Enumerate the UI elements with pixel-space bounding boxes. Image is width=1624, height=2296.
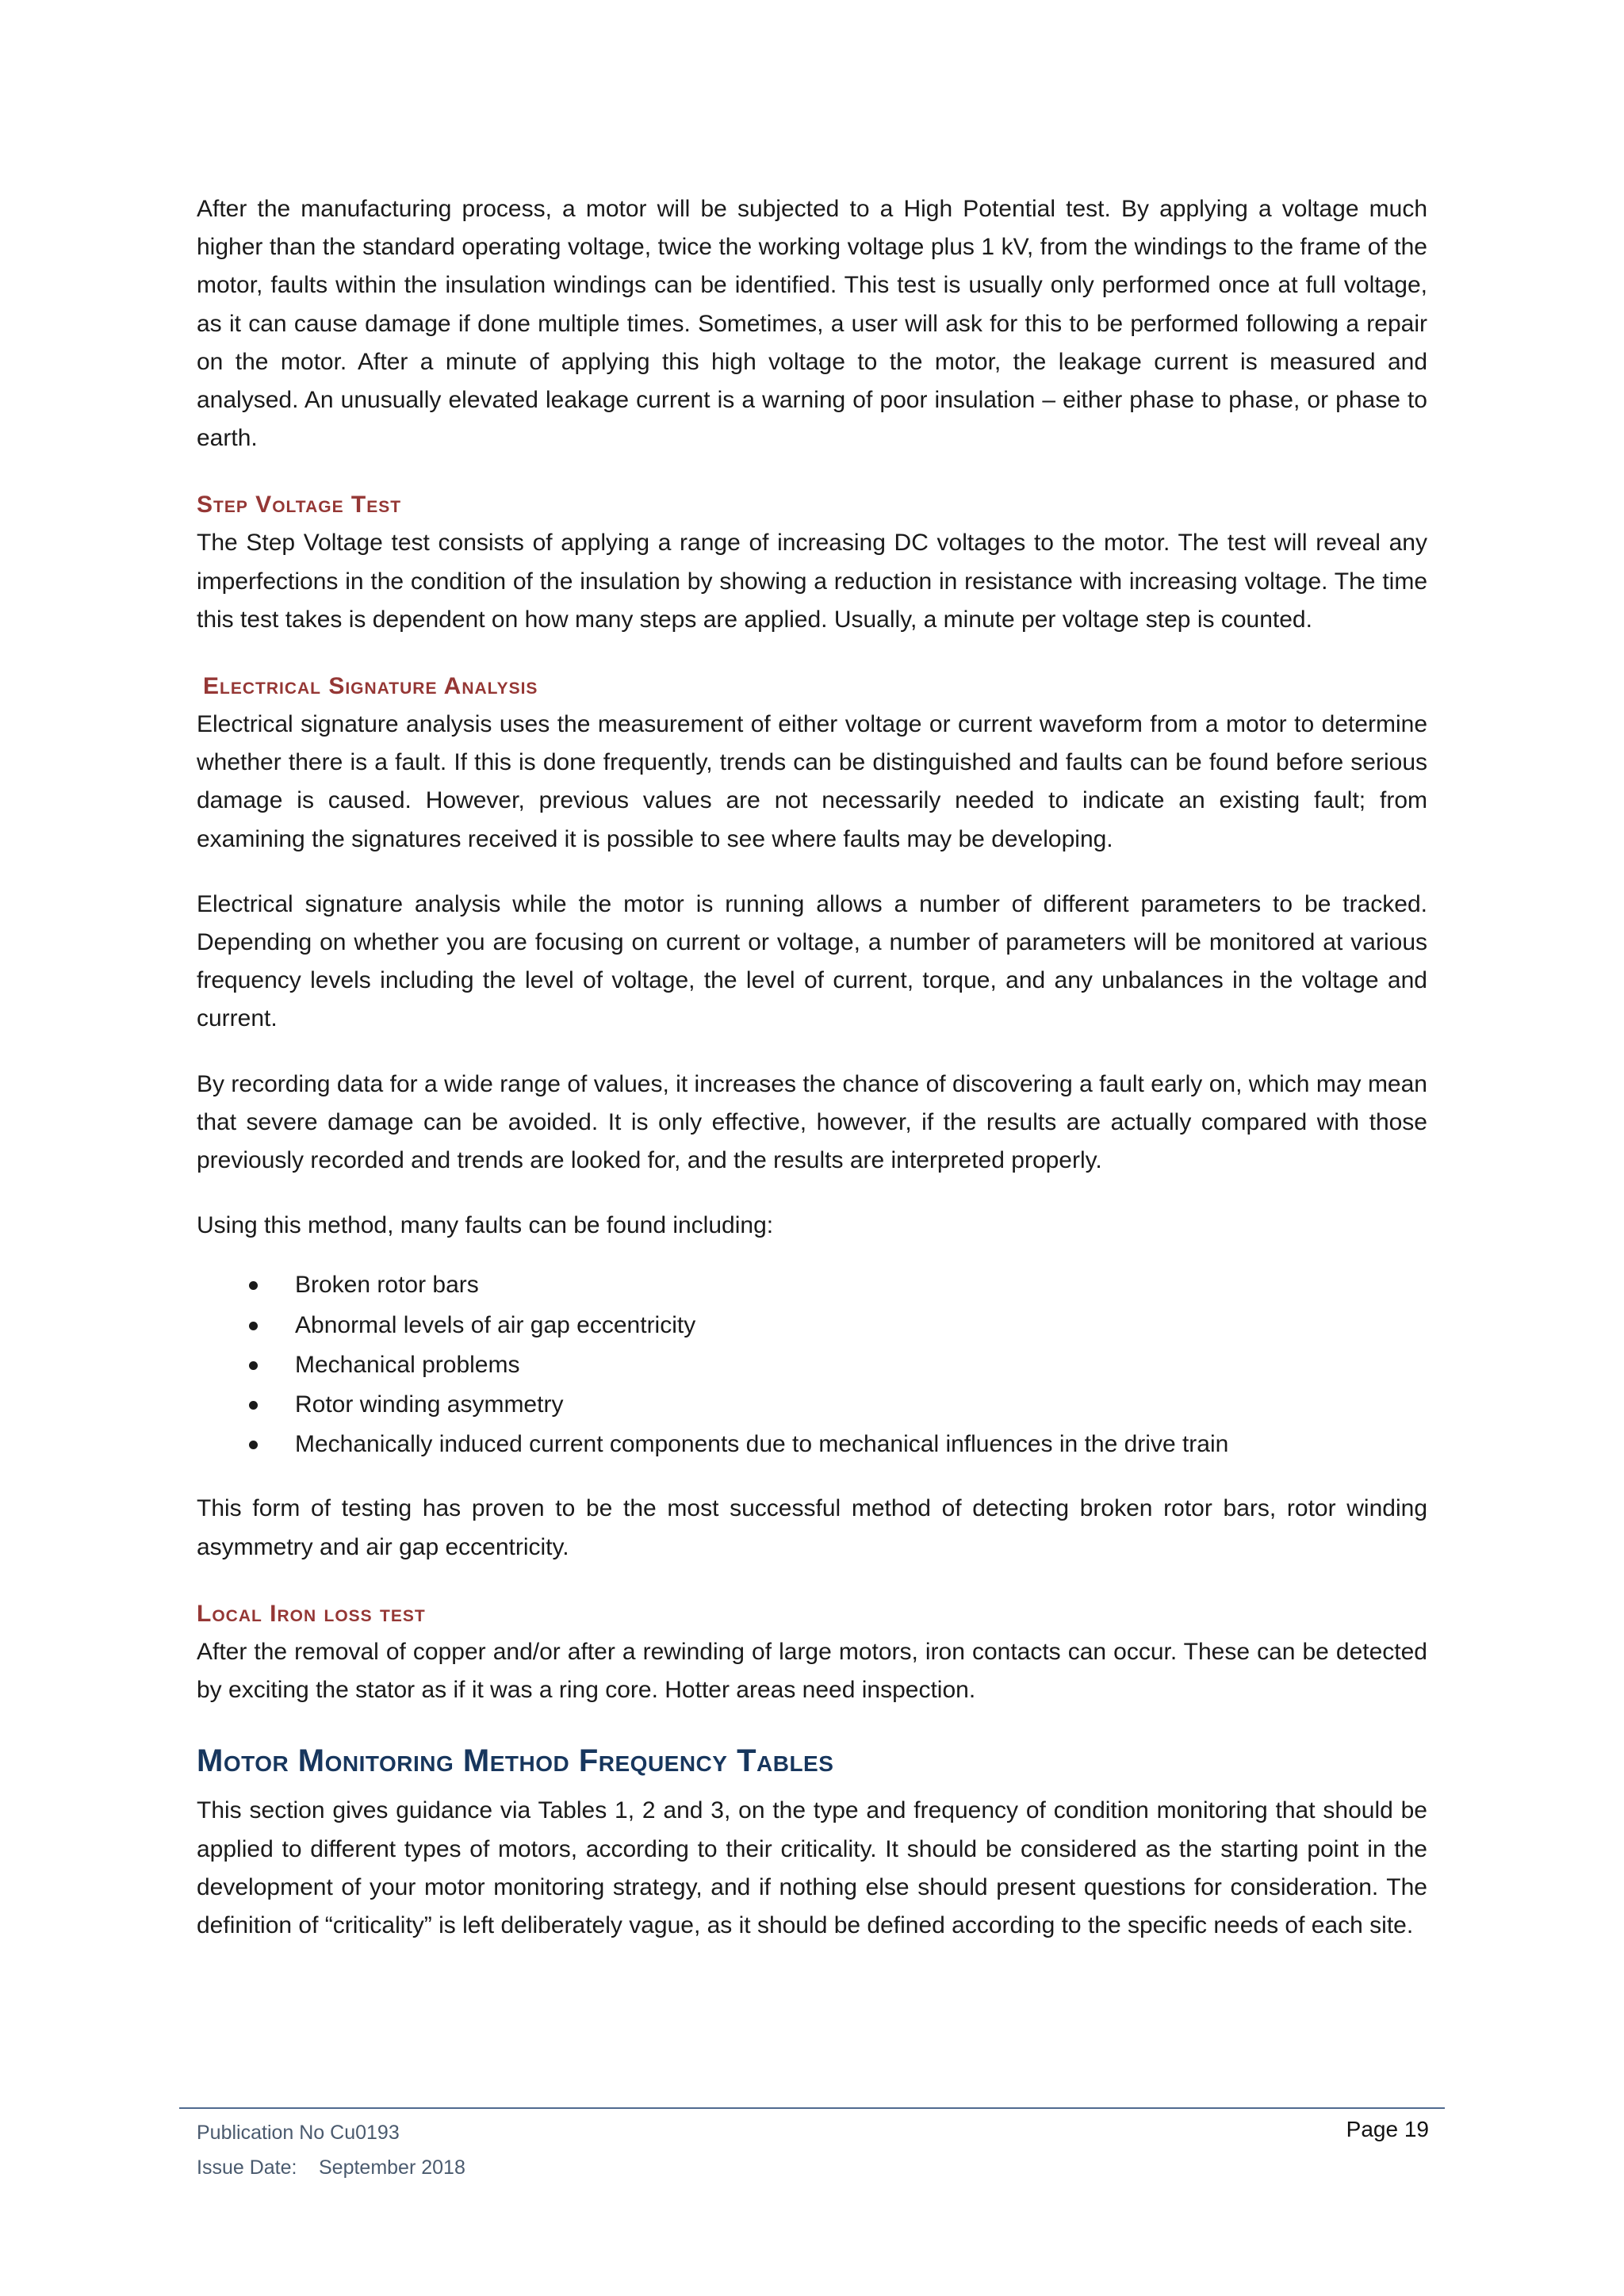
list-item bbox=[197, 1265, 1427, 1305]
list-item bbox=[197, 1306, 1427, 1345]
list-item-text: Abnormal levels of air gap eccentricity bbox=[295, 1311, 696, 1338]
bullet-icon bbox=[249, 1441, 258, 1449]
footer-publication-info bbox=[197, 2115, 465, 2185]
step-voltage-paragraph: The Step Voltage test consists of applying a range of increasing DC voltages to the motor. The test will reveal any imperfections in the condition of the insulation by showing a reduction in resistance with increasing voltage. The time this test takes is dependent on how many steps are applied. Usually, a minute per voltage step is counted. bbox=[197, 530, 1427, 633]
issue-date-line bbox=[197, 2150, 465, 2185]
bullet-icon bbox=[249, 1322, 258, 1330]
tables-intro-paragraph: This section gives guidance via Tables 1, 2 and 3, on the type and frequency of condition monitoring that should be applied to different types of motors, according to their criticality. It should be considered as the starting point in the development of your motor monitoring strategy, and if nothing else should present questions for consideration. The definition of “criticality” is left deliberately vague, as it should be defined according to the specific needs of each site. bbox=[197, 1797, 1427, 1938]
esa-paragraph-3: By recording data for a wide range of values, it increases the chance of discovering a fault early on, which may mean that severe damage can be avoided. It is only effective, however, if the results are actually compared with those previously recorded and trends are looked for, and the results are interpreted properly. bbox=[197, 1070, 1427, 1174]
bullet-icon bbox=[249, 1361, 258, 1370]
list-item-text: Mechanical problems bbox=[295, 1351, 520, 1378]
list-item-text: Mechanically induced current components due to mechanical influences in the drive train bbox=[295, 1431, 1229, 1458]
esa-paragraph-1: Electrical signature analysis uses the measurement of either voltage or current waveform from a motor to determine whether there is a fault. If this is done frequently, trends can be distinguished and faults can be found before serious damage is caused. However, previous values are not necessarily needed to indicate an existing fault; from examining the signatures received it is possible to see where faults may be developing. bbox=[197, 711, 1427, 852]
page-number: Page 19 bbox=[1346, 2117, 1429, 2141]
fault-list bbox=[197, 1265, 1427, 1464]
step-voltage-heading: Step Voltage Test bbox=[197, 492, 402, 519]
esa-paragraph-2: Electrical signature analysis while the motor is running allows a number of different parameters to be tracked. Depending on whether you are focusing on current or voltage, a number of parameters will be monitored at various frequency levels including the level of voltage, the level of current, torque, and any unbalances in the voltage and current. bbox=[197, 890, 1427, 1032]
bullet-icon bbox=[249, 1401, 258, 1410]
page-content bbox=[197, 190, 1427, 1973]
footer-divider bbox=[179, 2107, 1445, 2109]
local-iron-paragraph: After the removal of copper and/or after a rewinding of large motors, iron contacts can occur. These can be detected by exciting the stator as if it was a ring core. Hotter areas need inspection. bbox=[197, 1638, 1427, 1704]
list-item bbox=[197, 1345, 1427, 1385]
issue-date-label: Issue Date: bbox=[197, 2156, 297, 2179]
list-item bbox=[197, 1385, 1427, 1425]
esa-paragraph-5: This form of testing has proven to be the most successful method of detecting broken rotor bars, rotor winding asymmetry and air gap eccentricity. bbox=[197, 1495, 1427, 1560]
list-item-text: Rotor winding asymmetry bbox=[295, 1391, 564, 1418]
esa-heading: Electrical Signature Analysis bbox=[203, 673, 538, 700]
tables-section-heading: Motor Monitoring Method Frequency Tables bbox=[197, 1743, 834, 1779]
bullet-icon bbox=[249, 1281, 258, 1290]
list-item-text: Broken rotor bars bbox=[295, 1272, 479, 1299]
local-iron-heading: Local Iron loss test bbox=[197, 1600, 426, 1627]
list-item bbox=[197, 1425, 1427, 1464]
publication-number: Publication No Cu0193 bbox=[197, 2122, 400, 2144]
esa-paragraph-4: Using this method, many faults can be found including: bbox=[197, 1212, 774, 1239]
hipot-paragraph: After the manufacturing process, a motor will be subjected to a High Potential test. By applying a voltage much higher than the standard operating voltage, twice the working voltage plus 1 kV, from the windings to the frame of the motor, faults within the insulation windings can be identified. This test is usually only performed once at full voltage, as it can cause damage if done multiple times. Sometimes, a user will ask for this to be performed following a repair on the motor. After a minute of applying this high voltage to the motor, the leakage current is measured and analysed. An unusually elevated leakage current is a warning of poor insulation – either phase to phase, or phase to earth. bbox=[197, 196, 1427, 452]
issue-date-value: September 2018 bbox=[319, 2156, 465, 2179]
